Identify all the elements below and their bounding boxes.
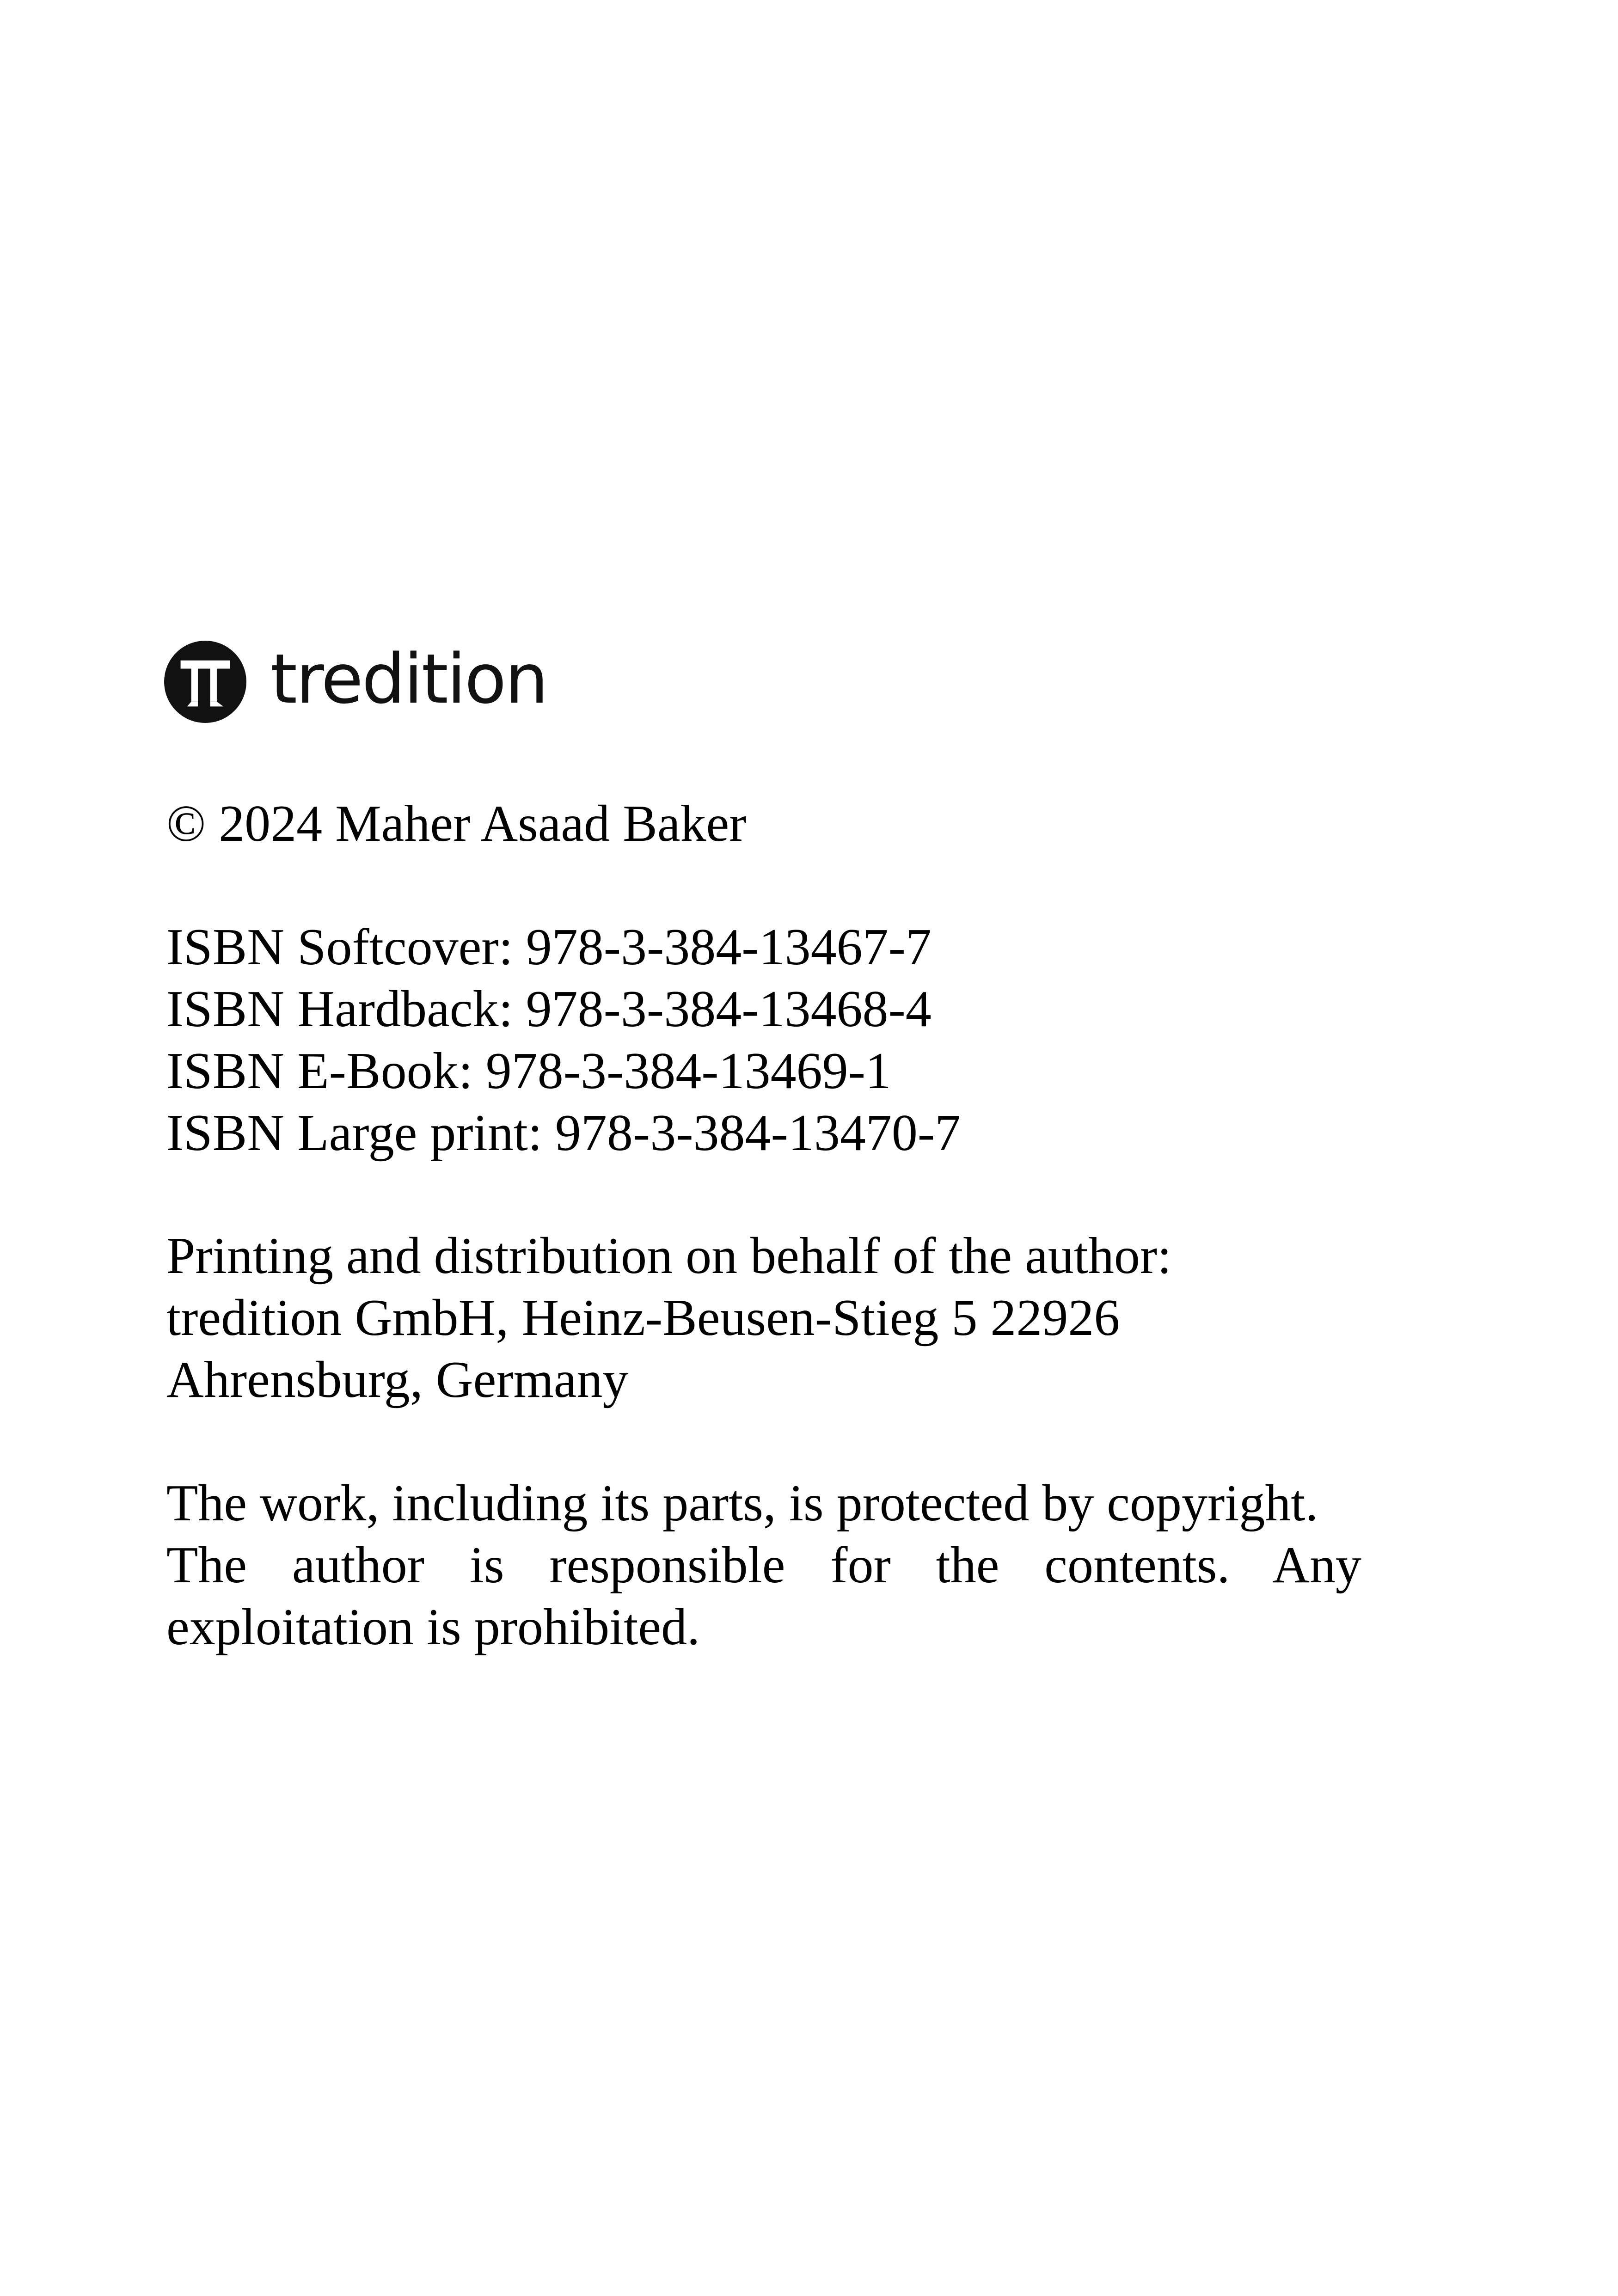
publisher-logo [164,640,547,723]
publisher-city-line: Ahrensburg, Germany [166,1351,629,1408]
printing-line: Printing and distribution on behalf of the author: [166,1227,1172,1285]
isbn-softcover: ISBN Softcover: 978-3-384-13467-7 [166,918,932,976]
logo-wordmark: tredition [270,639,547,719]
isbn-list [166,916,1361,1164]
copyright-notice: © 2024 Maher Asaad Baker [166,795,747,852]
tredition-logo-icon [164,641,246,723]
isbn-ebook: ISBN E-Book: 978-3-384-13469-1 [166,1042,891,1100]
legal-notice [166,1472,1361,1658]
isbn-large-print: ISBN Large print: 978-3-384-13470-7 [166,1104,961,1162]
legal-line: The author is responsible for the contents. Any [166,1537,1361,1594]
legal-line: exploitation is prohibited. [166,1598,700,1656]
printing-info [166,1225,1361,1411]
isbn-hardback: ISBN Hardback: 978-3-384-13468-4 [166,980,932,1038]
legal-line: The work, including its parts, is protected by copyright. [166,1475,1318,1532]
publisher-address-line: tredition GmbH, Heinz-Beusen-Stieg 5 22926 [166,1289,1120,1347]
